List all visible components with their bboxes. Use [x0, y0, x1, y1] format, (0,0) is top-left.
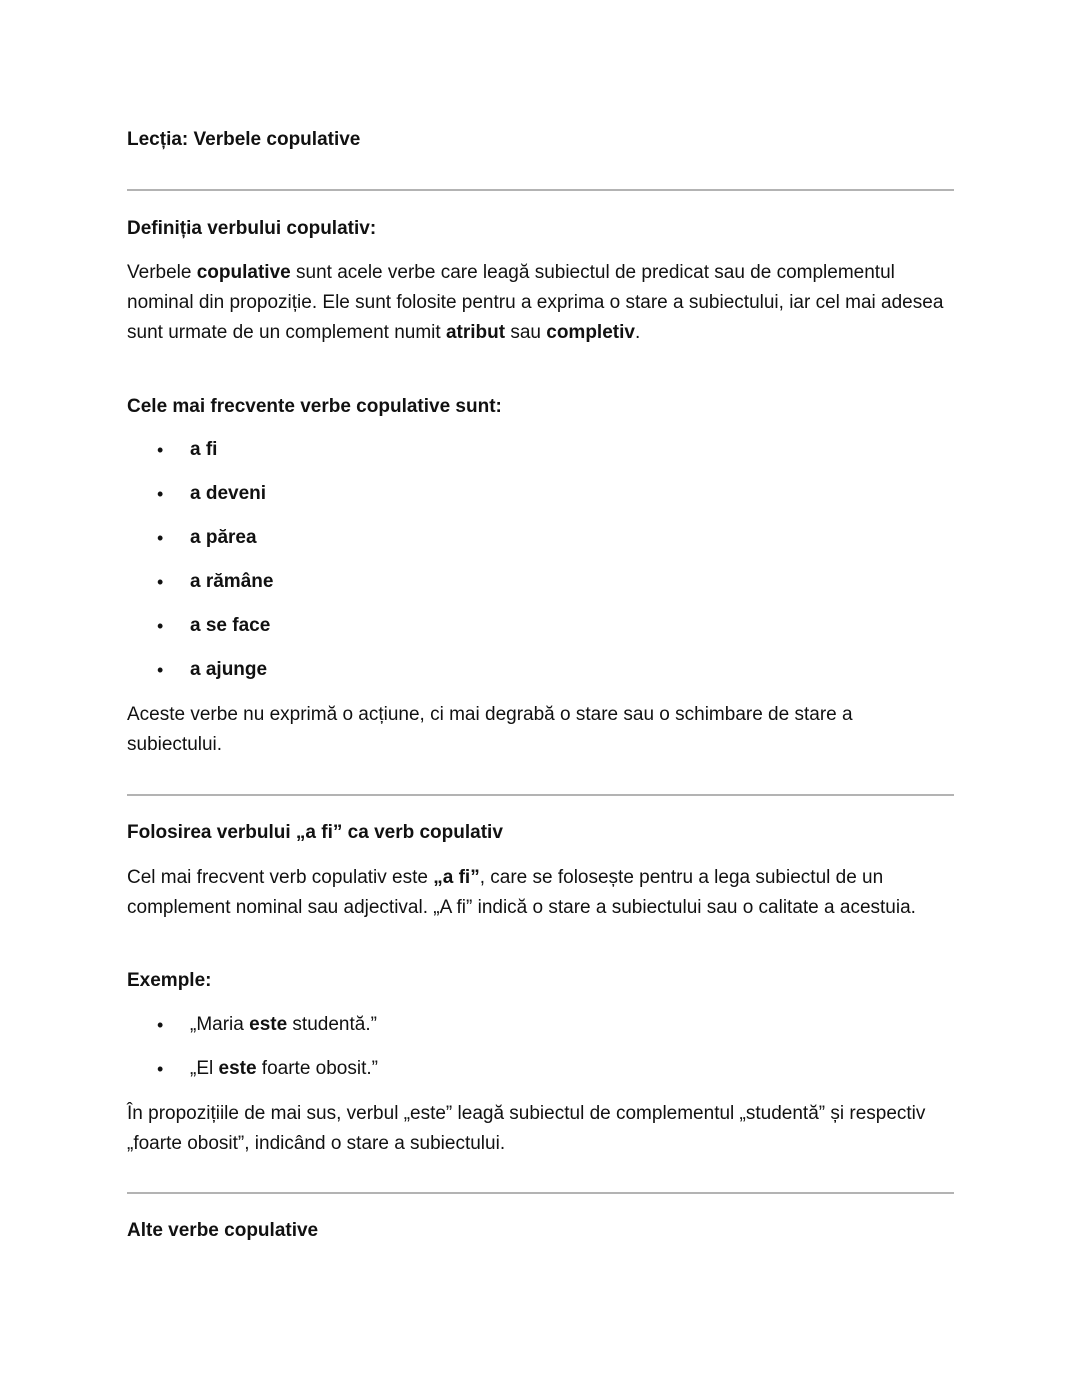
bold-text: este: [218, 1058, 257, 1079]
text-run: , care se folosește pentru a lega subiectul de un complement nominal sau adjectival. „A fi” indică o stare a subiectului sau o calitate a acestuia.: [127, 867, 916, 918]
text-run: „El: [190, 1058, 219, 1079]
bold-text: completiv: [546, 322, 635, 343]
examples-heading: Exemple:: [127, 970, 212, 991]
list-item: [127, 479, 273, 523]
definition-paragraph: [127, 258, 947, 348]
list-item: [127, 655, 273, 699]
list-item: [127, 1010, 378, 1054]
text-run: Verbele: [127, 262, 197, 283]
copulative-verbs-list: [127, 435, 273, 699]
text-run: foarte obosit.”: [256, 1058, 378, 1079]
text-run: sau: [505, 322, 547, 343]
a-fi-heading: Folosirea verbului „a fi” ca verb copulativ: [127, 822, 503, 843]
list-item: [127, 1054, 378, 1098]
verb-label: a ajunge: [190, 659, 268, 680]
verb-label: a deveni: [190, 483, 267, 504]
bold-text: este: [249, 1014, 288, 1035]
examples-closing-paragraph: În propozițiile de mai sus, verbul „este” leagă subiectul de complementul „studentă” și respectiv „foarte obosit”, indicând o stare a subiectului.: [127, 1103, 926, 1154]
a-fi-paragraph: [127, 863, 947, 923]
list-item: [127, 435, 273, 479]
text-run: sunt acele verbe care leagă subiectul de predicat sau de complementul nominal din propoziție. Ele sunt folosite pentru a exprima o stare a subiectului, iar cel mai adesea sunt urmate de un complement numit: [127, 262, 944, 343]
text-run: studentă.”: [287, 1014, 377, 1035]
other-verbs-heading: Alte verbe copulative: [127, 1220, 319, 1241]
examples-list: [127, 1010, 378, 1098]
list-item: [127, 567, 273, 611]
text-run: .: [634, 322, 641, 343]
bold-text: copulative: [196, 262, 291, 283]
list-item: [127, 611, 273, 655]
definition-heading: Definiția verbului copulativ:: [127, 218, 377, 239]
list-item: [127, 523, 273, 567]
bold-text: „a fi”: [433, 867, 480, 888]
verbs-list-heading: Cele mai frecvente verbe copulative sunt:: [127, 396, 502, 417]
divider: [127, 189, 954, 191]
verb-label: a părea: [190, 527, 257, 548]
divider: [127, 1192, 954, 1194]
verb-label: a se face: [190, 615, 271, 636]
divider: [127, 794, 954, 796]
text-run: „Maria: [190, 1014, 250, 1035]
verbs-closing-paragraph: Aceste verbe nu exprimă o acțiune, ci mai degrabă o stare sau o schimbare de stare a subiectului.: [127, 704, 853, 755]
verb-label: a fi: [190, 439, 218, 460]
bold-text: atribut: [445, 322, 506, 343]
lesson-title: Lecția: Verbele copulative: [127, 129, 361, 150]
text-run: Cel mai frecvent verb copulativ este: [127, 867, 434, 888]
verb-label: a rămâne: [190, 571, 274, 592]
